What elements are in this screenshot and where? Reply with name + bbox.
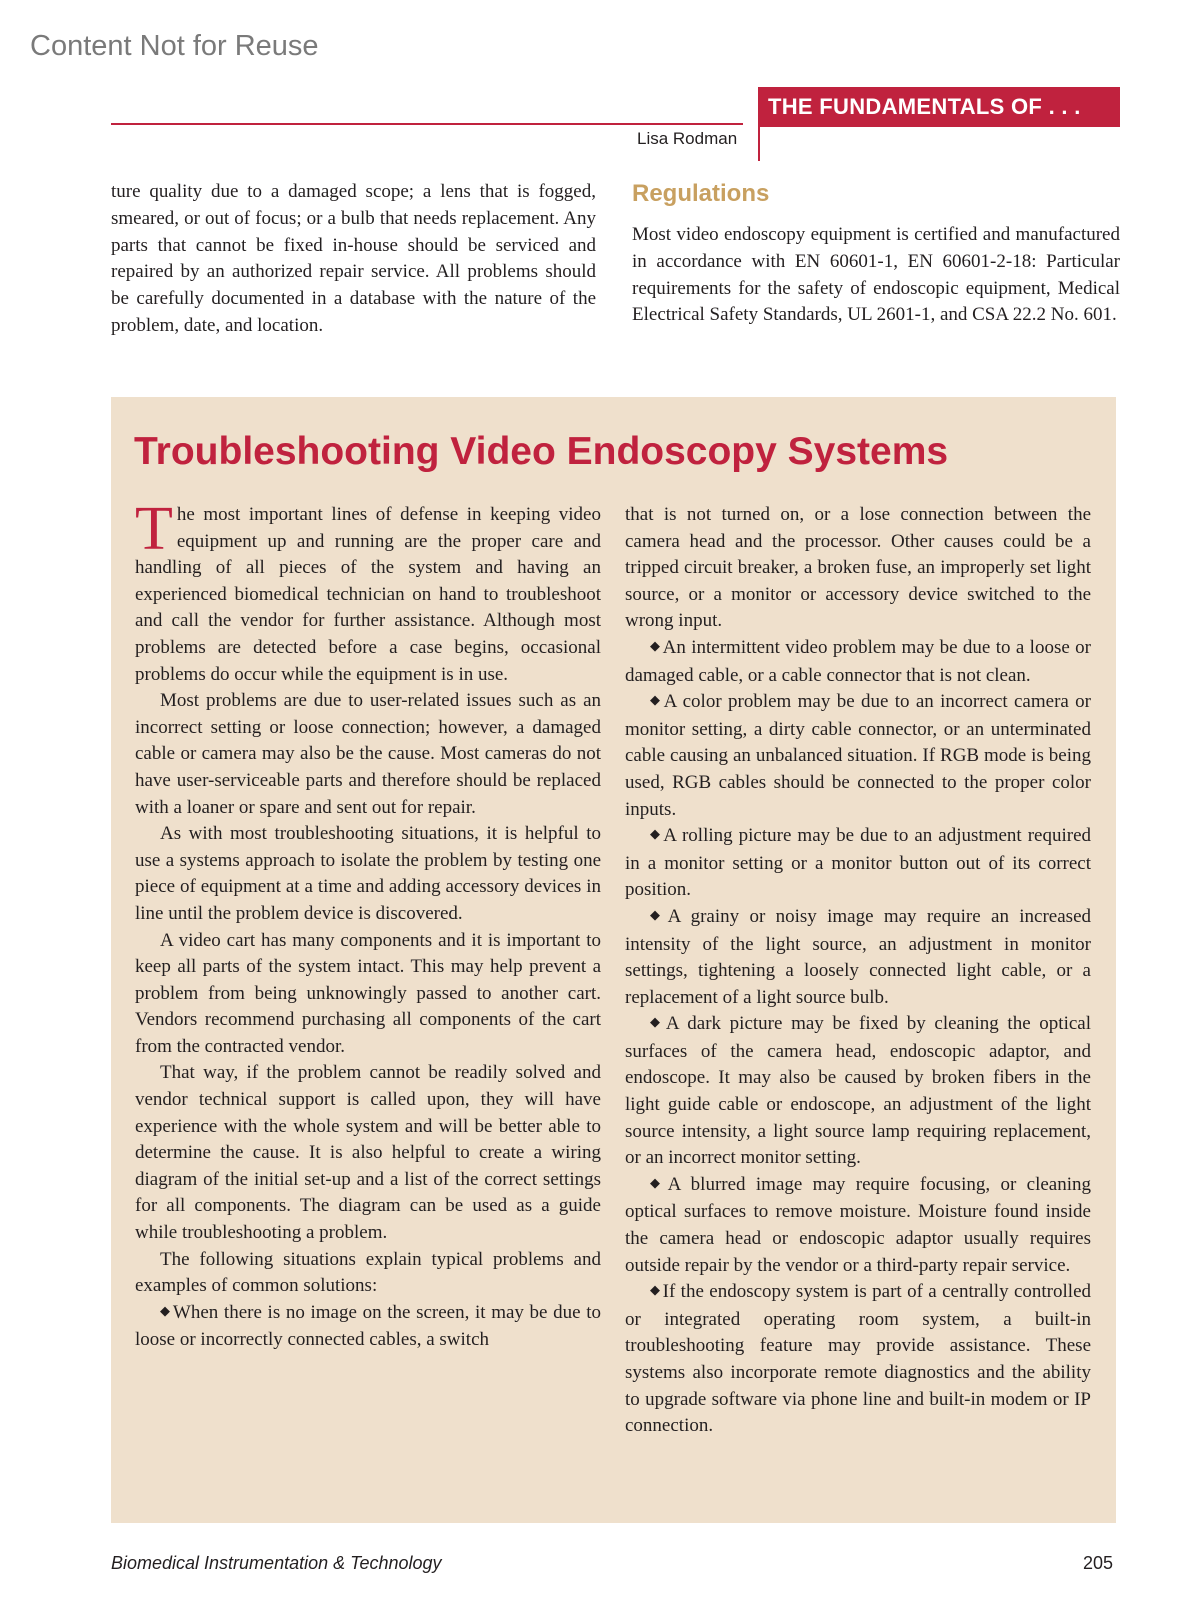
- regulations-paragraph: Most video endoscopy equipment is certified and manufactured in accordance with EN 60601-1, EN 60601-2-18: Particular requirements for the safety of endoscopic equipment, Medical Electrical Safety Standards, UL 2601-1, and CSA 22.2 No. 601.: [632, 224, 1120, 326]
- top-left-paragraph: ture quality due to a damaged scope; a lens that is fogged, smeared, or out of focus; or a bulb that needs replacement. Any parts that cannot be fixed in-house should be serviced and repaired by an authorized repair service. All problems should be carefully documented in a database with the nature of the problem, date, and location.: [111, 181, 596, 336]
- bullet-text: An intermittent video problem may be due to a loose or damaged cable, or a cable connector that is not clean.: [625, 636, 1091, 686]
- bullet-text: When there is no image on the screen, it may be due to loose or incorrectly connected cables, a switch: [135, 1301, 601, 1351]
- bullet-text: A dark picture may be fixed by cleaning the optical surfaces of the camera head, endoscopic adaptor, and endoscope. It may also be caused by broken fibers in the light guide cable or endoscope, an adjustment of the light source intensity, a light source lamp requiring replacement, or an incorrect monitor setting.: [625, 1013, 1092, 1169]
- header-rule: [111, 123, 743, 125]
- bullet-icon: ◆: [650, 637, 661, 653]
- bullet-text: A rolling picture may be due to an adjustment required in a monitor setting or a monitor button out of its correct position.: [625, 825, 1092, 901]
- sidebar-paragraph-text: he most important lines of defense in keeping video equipment up and running are the proper care and handling of all pieces of the system and having an experienced biomedical technician on hand to troubleshoot and call the vendor for further assistance. Although most problems are detected before a case begins, occasional problems do occur while the equipment is in use.: [135, 504, 601, 685]
- sidebar-title: Troubleshooting Video Endoscopy Systems: [134, 430, 949, 473]
- bullet-text: If the endoscopy system is part of a centrally controlled or integrated operating room system, a built-in troubleshooting feature may provide assistance. These systems also incorporate remote diagnostics and the ability to upgrade software via phone line and built-in modem or IP connection.: [625, 1281, 1091, 1437]
- bullet-text: A blurred image may require focusing, or cleaning optical surfaces to remove moisture. Moisture found inside the camera head or endoscopic adaptor usually requires outside repair by the vendor or a third-party repair service.: [625, 1173, 1092, 1276]
- sidebar-bullet-item: [625, 635, 1091, 689]
- sidebar-paragraph: [135, 495, 601, 688]
- sidebar-bullet-item: [625, 904, 1091, 1011]
- page-number: 205: [1083, 1553, 1114, 1573]
- sidebar-bullet-item: [625, 1011, 1091, 1172]
- bullet-text: A color problem may be due to an incorrect camera or monitor setting, a dirty cable connector, or an unterminated cable causing an unbalanced situation. If RGB mode is being used, RGB cables should be connected to the proper color inputs.: [625, 691, 1091, 820]
- regulations-heading: Regulations: [632, 180, 770, 207]
- sidebar-paragraph: As with most troubleshooting situations, it is helpful to use a systems approach to isolate the problem by testing one piece of equipment at a time and adding accessory devices in line until the problem device is discovered.: [135, 823, 601, 924]
- sidebar-bullet-item: [625, 823, 1091, 904]
- bullet-icon: ◆: [650, 692, 662, 708]
- bullet-icon: ◆: [650, 906, 666, 922]
- sidebar-paragraph: That way, if the problem cannot be readily solved and vendor technical support is called upon, they will have experience with the whole system and will be better able to determine the cause. It is also helpful to create a wiring diagram of the initial set-up and a list of the correct settings for all components. The diagram can be used as a guide while troubleshooting a problem.: [135, 1062, 601, 1244]
- bullet-text: A grainy or noisy image may require an increased intensity of the light source, an adjustment in monitor settings, tightening a loosely connected light cable, or a replacement of a light source bulb.: [625, 905, 1092, 1008]
- sidebar-bullet-item: [625, 1279, 1091, 1440]
- sidebar-paragraph: The following situations explain typical problems and examples of common solutions:: [135, 1248, 601, 1297]
- watermark: Content Not for Reuse: [30, 30, 319, 62]
- sidebar-paragraph: that is not turned on, or a lose connection between the camera head and the processor. Other causes could be a tripped circuit breaker, a broken fuse, an improperly set light source, or a monitor or accessory device switched to the wrong input.: [625, 504, 1091, 632]
- sidebar-right-column: [625, 502, 1091, 1440]
- bullet-icon: ◆: [650, 1282, 661, 1298]
- sidebar-bullet-item: [625, 1172, 1091, 1279]
- bullet-icon: ◆: [650, 1014, 664, 1030]
- sidebar-bullet-item: [625, 689, 1091, 823]
- sidebar-paragraph: Most problems are due to user-related issues such as an incorrect setting or loose connection; however, a damaged cable or camera may also be the cause. Most cameras do not have user-serviceable parts and therefore should be replaced with a loaner or spare and sent out for repair.: [135, 690, 601, 818]
- bullet-icon: ◆: [650, 1174, 666, 1190]
- bullet-icon: ◆: [160, 1302, 171, 1318]
- sidebar-bullet-item: [135, 1300, 601, 1354]
- author-name: Lisa Rodman: [637, 129, 738, 148]
- sidebar-paragraph: A video cart has many components and it is important to keep all parts of the system intact. This may help prevent a problem from being unknowingly passed to another cart. Vendors recommend purchasing all components of the cart from the contracted vendor.: [135, 929, 601, 1057]
- drop-cap: T: [135, 495, 173, 563]
- bullet-icon: ◆: [650, 826, 662, 842]
- journal-name: Biomedical Instrumentation & Technology: [111, 1553, 442, 1573]
- series-title: THE FUNDAMENTALS OF . . .: [760, 87, 1120, 127]
- sidebar-left-column: [135, 495, 601, 1354]
